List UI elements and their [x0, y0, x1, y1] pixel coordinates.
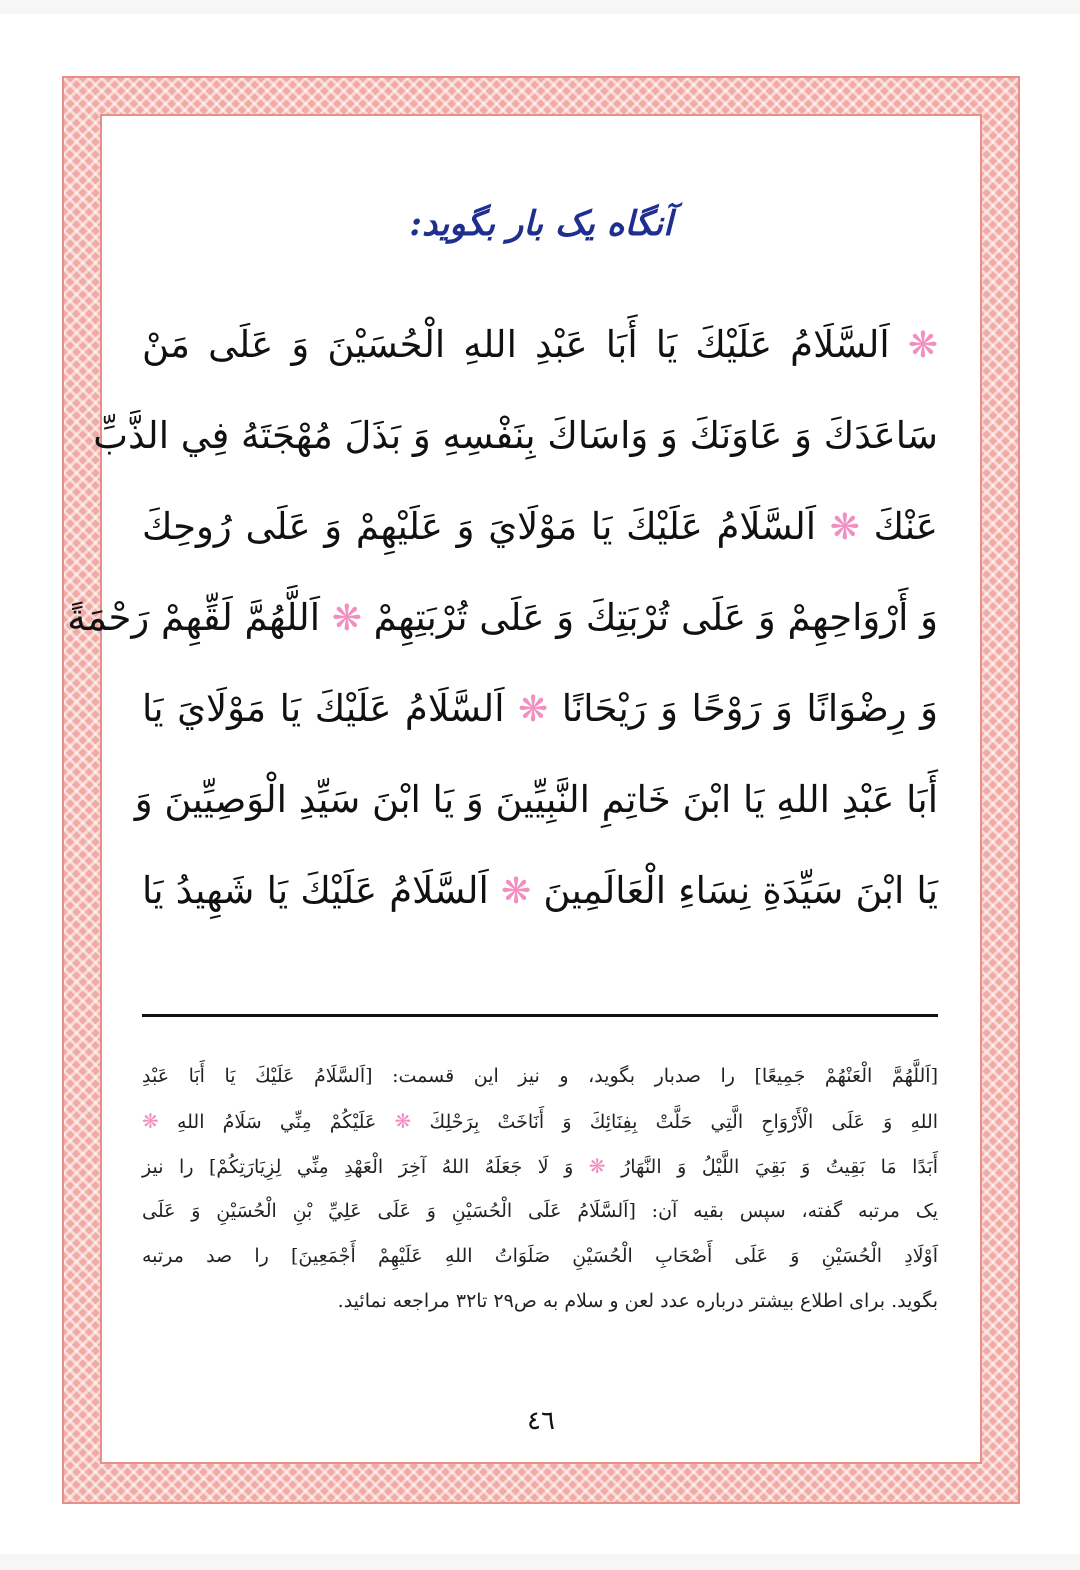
star-ornament-icon: ❋	[829, 507, 860, 548]
footnote-line: [اَللَّهُمَّ الْعَنْهُمْ جَمِيعًا] را صدبار بگوید، و نیز این قسمت: [اَلسَّلَامُ عَلَيْكَ يَا أَبَا عَبْدِ	[142, 1065, 938, 1087]
section-heading: آنگاه یک بار بگوید:	[409, 204, 673, 244]
document-page	[0, 14, 1080, 1554]
text-line: يَا ابْنَ سَيِّدَةِ نِسَاءِ الْعَالَمِينَ ❋ اَلسَّلَامُ عَلَيْكَ يَا شَهِيدُ يَا	[142, 869, 938, 912]
footnote-divider	[142, 1014, 938, 1017]
footnote-line: یک مرتبه گفته، سپس بقیه آن: [اَلسَّلَامُ عَلَى الْحُسَيْنِ وَ عَلَى عَلِيِّ بْنِ الْحُسَيْنِ وَ عَلَى	[142, 1200, 938, 1222]
text-line: أَبَا عَبْدِ اللهِ يَا ابْنَ خَاتِمِ النَّبِيِّينَ وَ يَا ابْنَ سَيِّدِ الْوَصِيِّينَ وَ	[134, 778, 938, 821]
text-line: ❋ اَلسَّلَامُ عَلَيْكَ يَا أَبَا عَبْدِ اللهِ الْحُسَيْنَ وَ عَلَى مَنْ	[142, 323, 938, 366]
text-line: وَ رِضْوَانًا وَ رَوْحًا وَ رَيْحَانًا ❋ اَلسَّلَامُ عَلَيْكَ يَا مَوْلَايَ يَا	[142, 687, 938, 730]
text-line: وَ أَرْوَاحِهِمْ وَ عَلَى تُرْبَتِكَ وَ عَلَى تُرْبَتِهِمْ ❋ اَللَّهُمَّ لَقِّهِمْ رَحْمَةً	[67, 596, 938, 639]
star-ornament-icon: ❋	[394, 1109, 412, 1133]
footnote-line: بگوید. برای اطلاع بیشتر درباره عدد لعن و سلام به ص۲۹ تا۳۲ مراجعه نمائید.	[337, 1290, 938, 1312]
star-ornament-icon: ❋	[500, 871, 532, 912]
main-prayer-text	[67, 299, 939, 936]
page-number: ٤٦	[527, 1406, 555, 1436]
star-ornament-icon: ❋	[142, 1109, 159, 1133]
text-line: سَاعَدَكَ وَ عَاوَنَكَ وَ وَاسَاكَ بِنَفْسِهِ وَ بَذَلَ مُهْجَتَهُ فِي الذَّبِّ	[93, 414, 938, 457]
star-ornament-icon: ❋	[907, 325, 938, 366]
footnote-line: اللهِ وَ عَلَى الْأَرْوَاحِ الَّتِي حَلَّتْ بِفِنَائِكَ وَ أَنَاخَتْ بِرَحْلِكَ ❋ عَلَيْكُمْ مِنِّي سَلَامُ اللهِ ❋	[142, 1109, 939, 1133]
star-ornament-icon: ❋	[331, 598, 362, 639]
star-ornament-icon: ❋	[588, 1154, 606, 1178]
star-ornament-icon: ❋	[518, 689, 549, 730]
footnote-line: أَبَدًا مَا بَقِيتُ وَ بَقِيَ اللَّيْلُ وَ النَّهَارُ ❋ وَ لَا جَعَلَهُ اللهُ آخِرَ الْعَهْدِ مِنِّي لِزِيَارَتِكُمْ] را نیز	[142, 1154, 938, 1178]
footnote	[142, 1054, 938, 1324]
footnote-line: اَوْلَادِ الْحُسَيْنِ وَ عَلَى أَصْحَابِ الْحُسَيْنِ صَلَوَاتُ اللهِ عَلَيْهِمْ أَجْمَعِينَ] را صد مرتبه	[142, 1245, 938, 1267]
text-line: عَنْكَ ❋ اَلسَّلَامُ عَلَيْكَ يَا مَوْلَايَ وَ عَلَيْهِمْ وَ عَلَى رُوحِكَ	[142, 505, 939, 548]
